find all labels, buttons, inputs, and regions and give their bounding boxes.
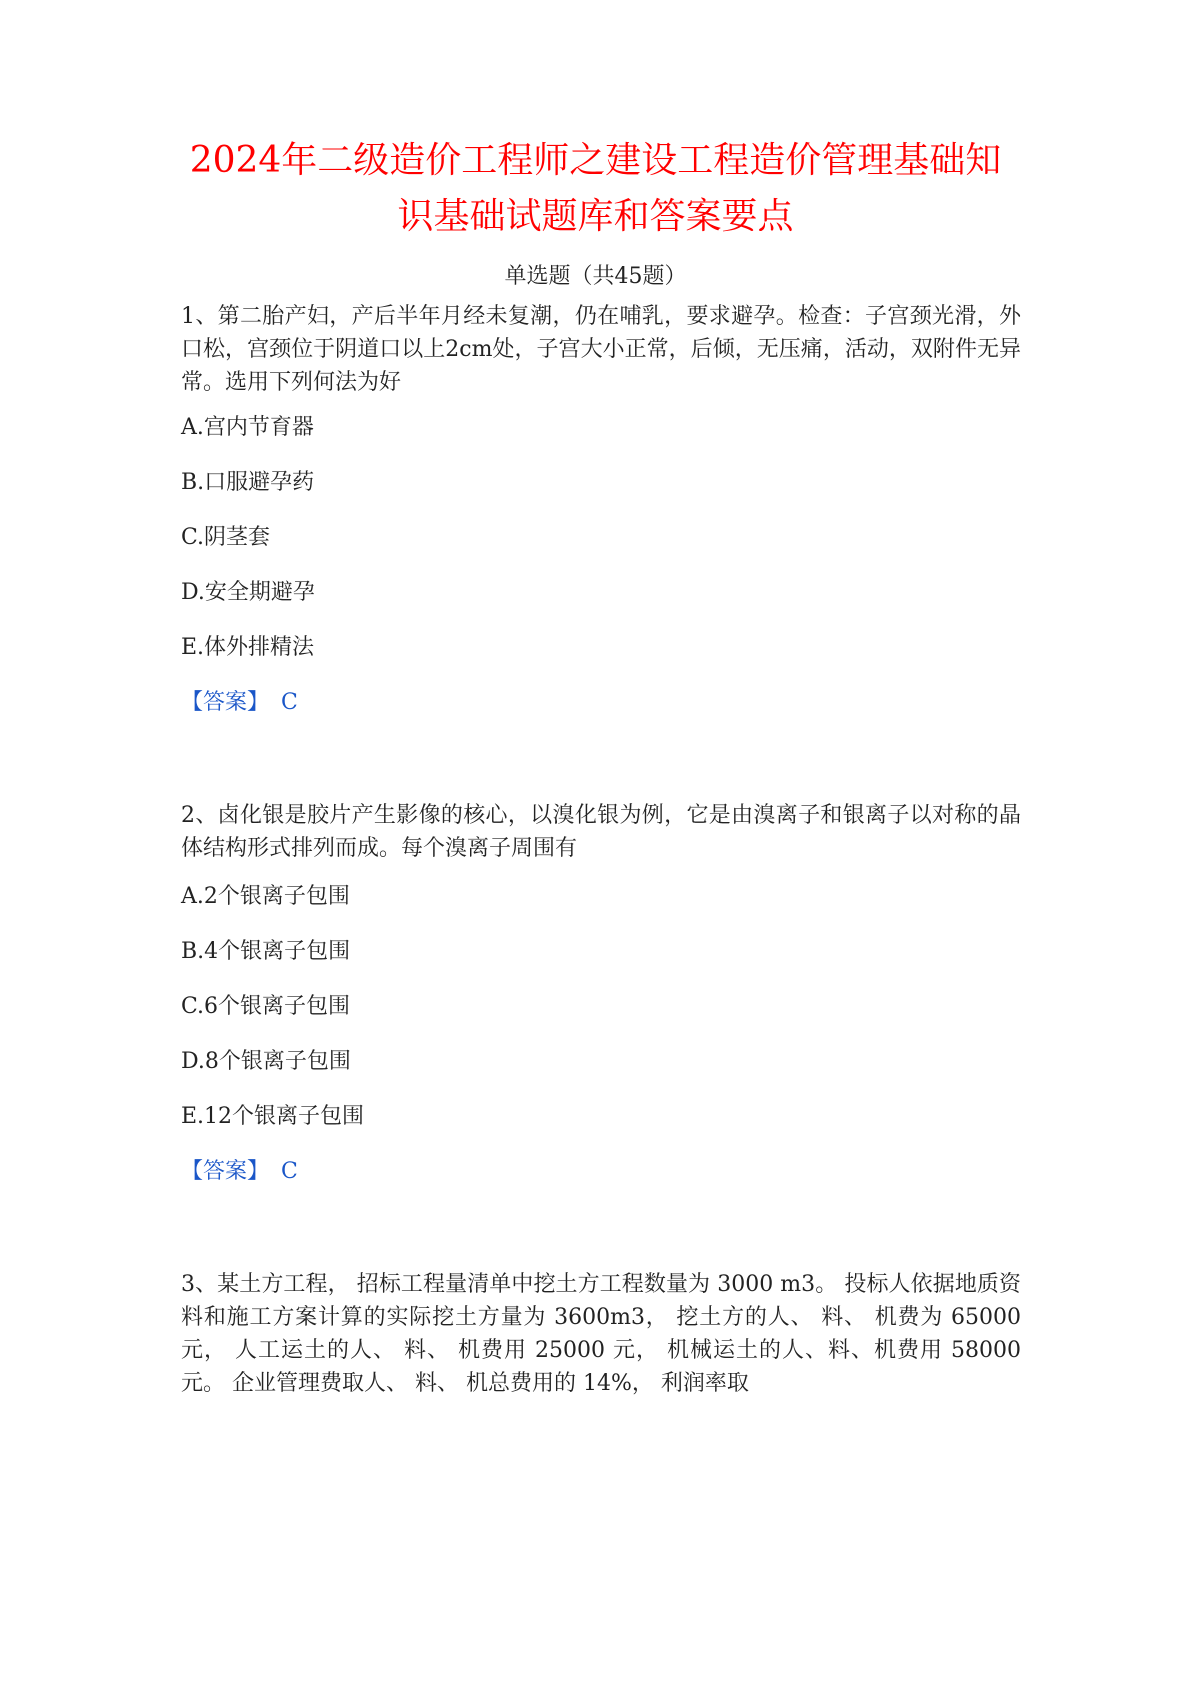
answer-value: C: [281, 1159, 298, 1184]
question-1-option-b: B.口服避孕药: [181, 470, 315, 495]
answer-value: C: [281, 690, 298, 715]
question-2-option-b: B.4个银离子包围: [181, 939, 351, 964]
question-2-option-d: D.8个银离子包围: [181, 1049, 351, 1074]
question-2-option-a: A.2个银离子包围: [181, 884, 350, 909]
question-1-answer: [181, 688, 298, 718]
question-2-text: 2、卤化银是胶片产生影像的核心，以溴化银为例，它是由溴离子和银离子以对称的晶体结构形式排列而成。每个溴离子周围有: [181, 803, 1021, 861]
title-line-1: 2024年二级造价工程师之建设工程造价管理基础知: [189, 140, 1002, 181]
question-1-option-e: E.体外排精法: [181, 635, 315, 660]
answer-label: 【答案】: [181, 1159, 270, 1184]
question-1-text: 1、第二胎产妇，产后半年月经未复潮，仍在哺乳，要求避孕。检查：子宫颈光滑，外口松，宫颈位于阴道口以上2cm处，子宫大小正常，后倾，无压痛，活动，双附件无异常。选用下列何法为好: [181, 304, 1021, 395]
question-2-option-c: C.6个银离子包围: [181, 994, 351, 1019]
question-1-option-d: D.安全期避孕: [181, 580, 315, 605]
document-title: [150, 133, 1041, 245]
title-line-2: 识基础试题库和答案要点: [397, 196, 794, 237]
answer-label: 【答案】: [181, 690, 270, 715]
question-1-option-a: A.宫内节育器: [181, 415, 314, 440]
question-3-text: 3、某土方工程， 招标工程量清单中挖土方工程数量为 3000 m3。 投标人依据地质资料和施工方案计算的实际挖土方量为 3600m3， 挖土方的人、 料、 机费为 65000 元， 人工运土的人、 料、 机费用 25000 元， 机械运土的人、料、机费用 58000 元。 企业管理费取人、 料、 机总费用的 14%， 利润率取: [181, 1272, 1021, 1396]
question-2-answer: [181, 1157, 298, 1187]
section-heading: 单选题（共45题）: [504, 264, 687, 289]
question-2-option-e: E.12个银离子包围: [181, 1104, 365, 1129]
question-1-option-c: C.阴茎套: [181, 525, 271, 550]
